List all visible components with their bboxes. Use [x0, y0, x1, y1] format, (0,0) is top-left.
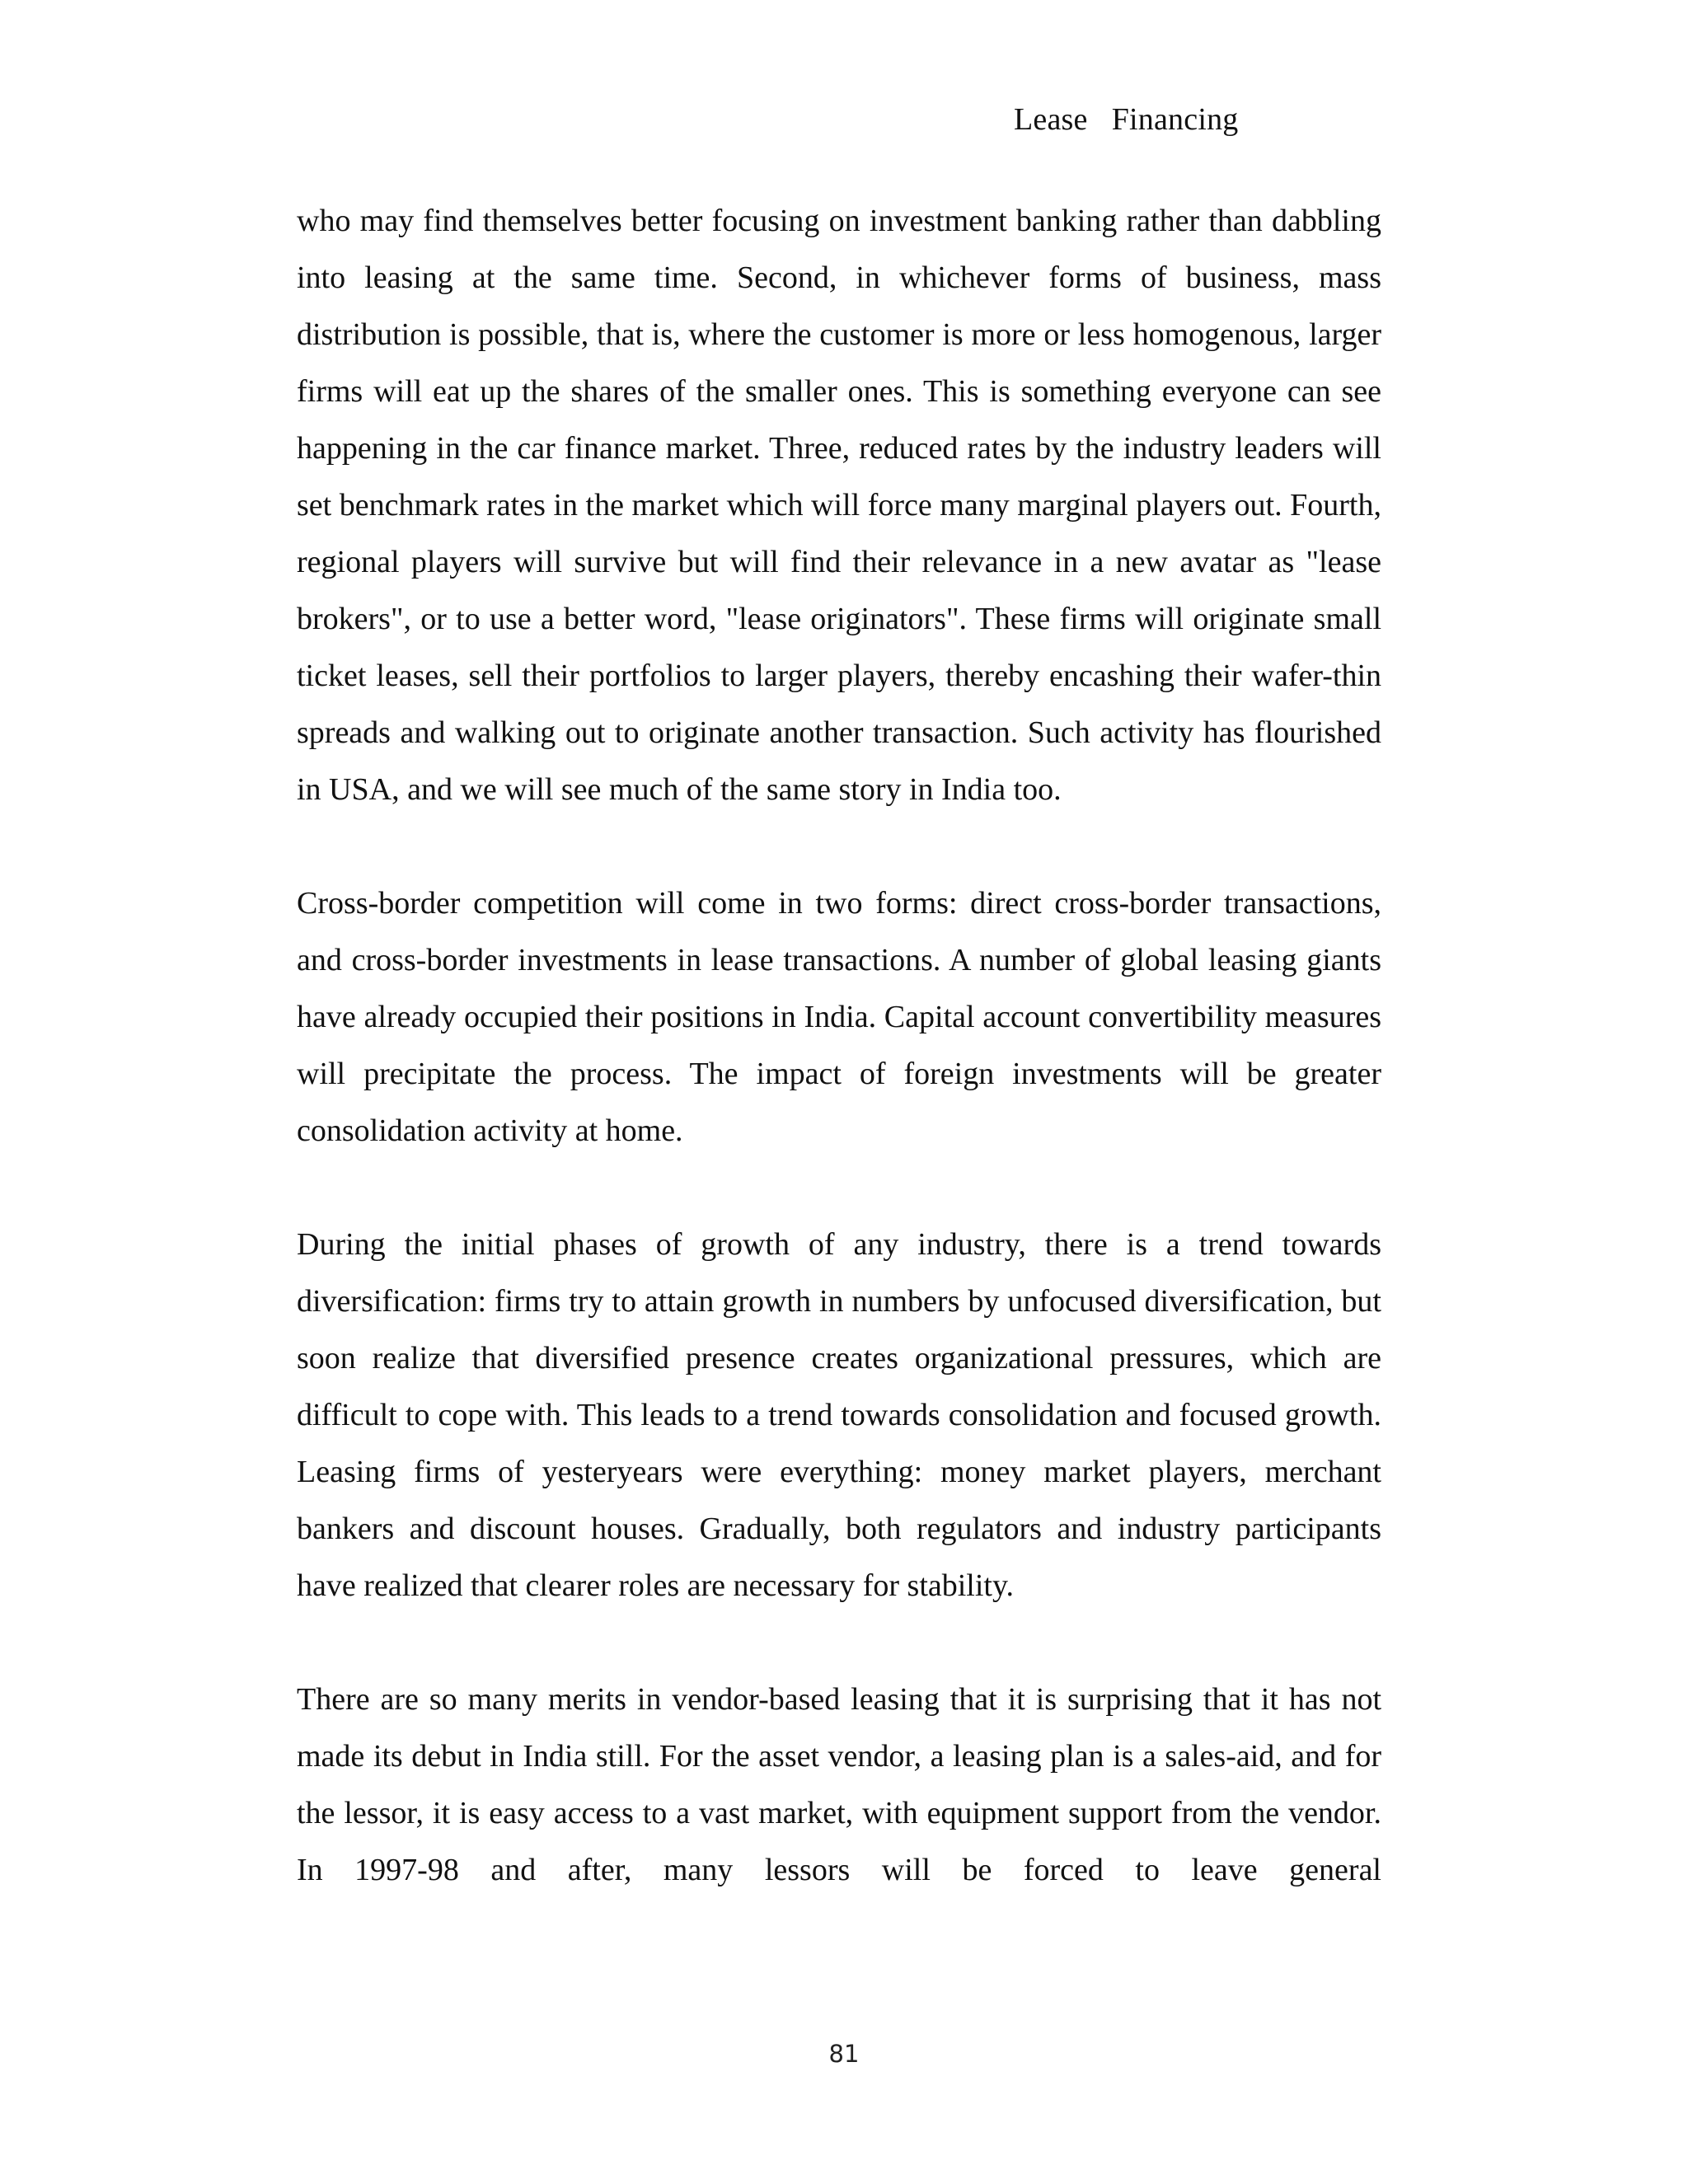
paragraph-vendor-based-leasing: There are so many merits in vendor-based leasing that it is surprising that it has not made its debut in India still. For the asset vendor, a leasing plan is a sales-aid, and for the lessor, it is easy access to a vast market, with equipment support from the vendor. In 1997-98 and after, many lessors will be forced to leave general	[297, 1682, 1381, 1887]
body-text	[297, 193, 1381, 1956]
page-number: 81	[828, 2040, 860, 2068]
paragraph-diversification: During the initial phases of growth of any industry, there is a trend towards diversification: firms try to attain growth in numbers by unfocused diversification, but soon realize that diversified presence creates organizational pressures, which are difficult to cope with. This leads to a trend towards consolidation and focused growth. Leasing firms of yesteryears were everything: money market players, merchant bankers and discount houses. Gradually, both regulators and industry participants have realized that clearer roles are necessary for stability.	[297, 1227, 1381, 1603]
paragraph-consolidation-trends: who may find themselves better focusing on investment banking rather than dabbling into leasing at the same time. Second, in whichever forms of business, mass distribution is possible, that is, where the customer is more or less homogenous, larger firms will eat up the shares of the smaller ones. This is something everyone can see happening in the car finance market. Three, reduced rates by the industry leaders will set benchmark rates in the market which will force many marginal players out. Fourth, regional players will survive but will find their relevance in a new avatar as "lease brokers", or to use a better word, "lease originators". These firms will originate small ticket leases, sell their portfolios to larger players, thereby encashing their wafer-thin spreads and walking out to originate another transaction. Such activity has flourished in USA, and we will see much of the same story in India too.	[297, 204, 1381, 807]
paragraph-cross-border-competition: Cross-border competition will come in two forms: direct cross-border transactions, and cross-border investments in lease transactions. A number of global leasing giants have already occupied their positions in India. Capital account convertibility measures will precipitate the process. The impact of foreign investments will be greater consolidation activity at home.	[297, 886, 1381, 1148]
running-header: Lease Financing	[1014, 102, 1239, 137]
